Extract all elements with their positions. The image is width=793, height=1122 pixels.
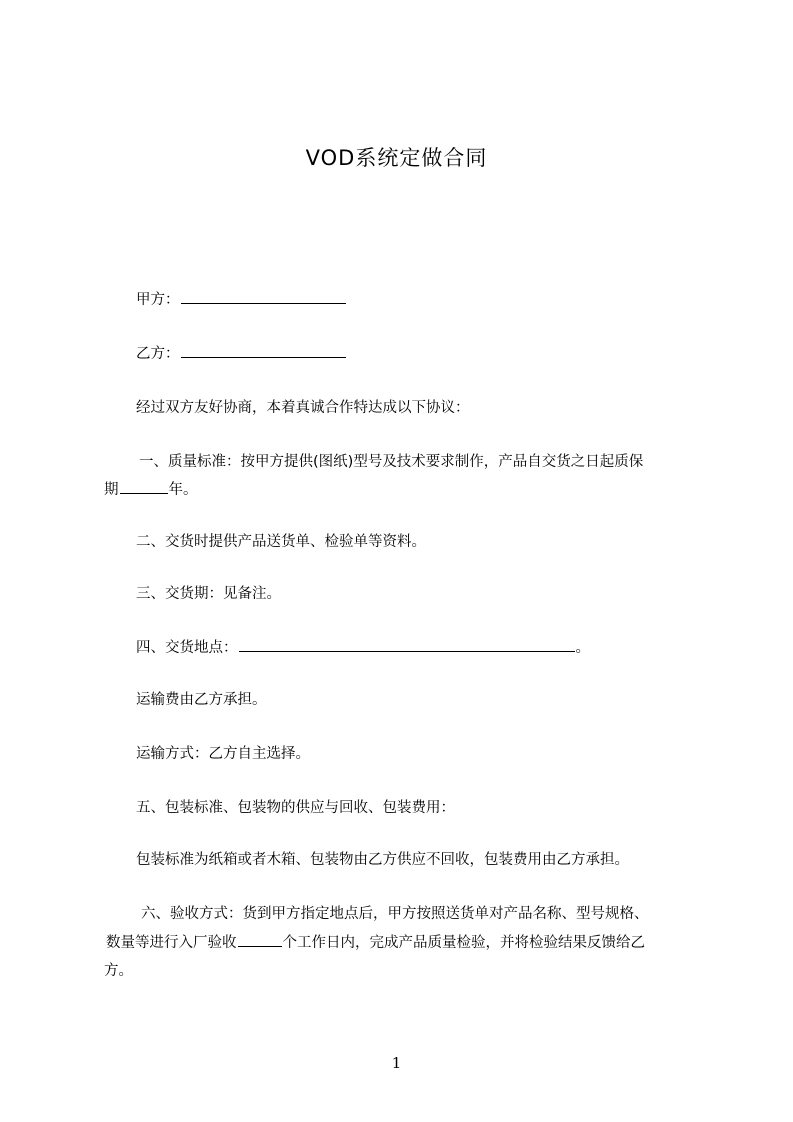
clause-6-prefix: 数量等进行入厂验收 [106,935,237,951]
intro-paragraph: 经过双方友好协商，本着真诚合作特达成以下协议： [136,400,470,416]
clause-3: 三、交货期：见备注。 [136,586,281,602]
clause-4 [136,634,590,662]
clause-1-line-2 [104,476,198,504]
document-title: VOD系统定做合同 [305,146,488,170]
clause-1-line-1: 一、质量标准：按甲方提供(图纸)型号及技术要求制作，产品自交货之日起质保 [139,454,644,470]
clause-6-line-3: 方。 [104,963,133,979]
party-b-line [136,340,347,368]
clause-6-suffix: 个工作日内，完成产品质量检验，并将检验结果反馈给乙 [282,935,645,951]
party-a-label: 甲方： [136,292,180,308]
transport-paragraph: 运输方式：乙方自主选择。 [136,746,310,762]
warranty-years-blank [120,479,168,494]
page-number: 1 [391,1054,402,1072]
clause-6-line-2 [106,929,645,957]
clause-5: 五、包装标准、包装物的供应与回收、包装费用： [136,800,455,816]
inspection-days-blank [238,932,282,947]
packaging-paragraph: 包装标准为纸箱或者木箱、包装物由乙方供应不回收，包装费用由乙方承担。 [136,852,629,868]
party-b-blank [181,343,346,358]
party-a-line [136,286,347,314]
freight-paragraph: 运输费由乙方承担。 [136,692,267,708]
party-a-blank [181,289,346,304]
clause-4-period: 。 [575,640,590,656]
clause-1-prefix: 期 [104,482,119,498]
clause-4-label: 四、交货地点： [136,640,238,656]
party-b-label: 乙方： [136,346,180,362]
clause-2: 二、交货时提供产品送货单、检验单等资料。 [136,534,426,550]
clause-1-suffix: 年。 [168,482,198,498]
clause-6-line-1: 六、验收方式：货到甲方指定地点后，甲方按照送货单对产品名称、型号规格、 [141,906,649,922]
delivery-location-blank [239,637,575,652]
